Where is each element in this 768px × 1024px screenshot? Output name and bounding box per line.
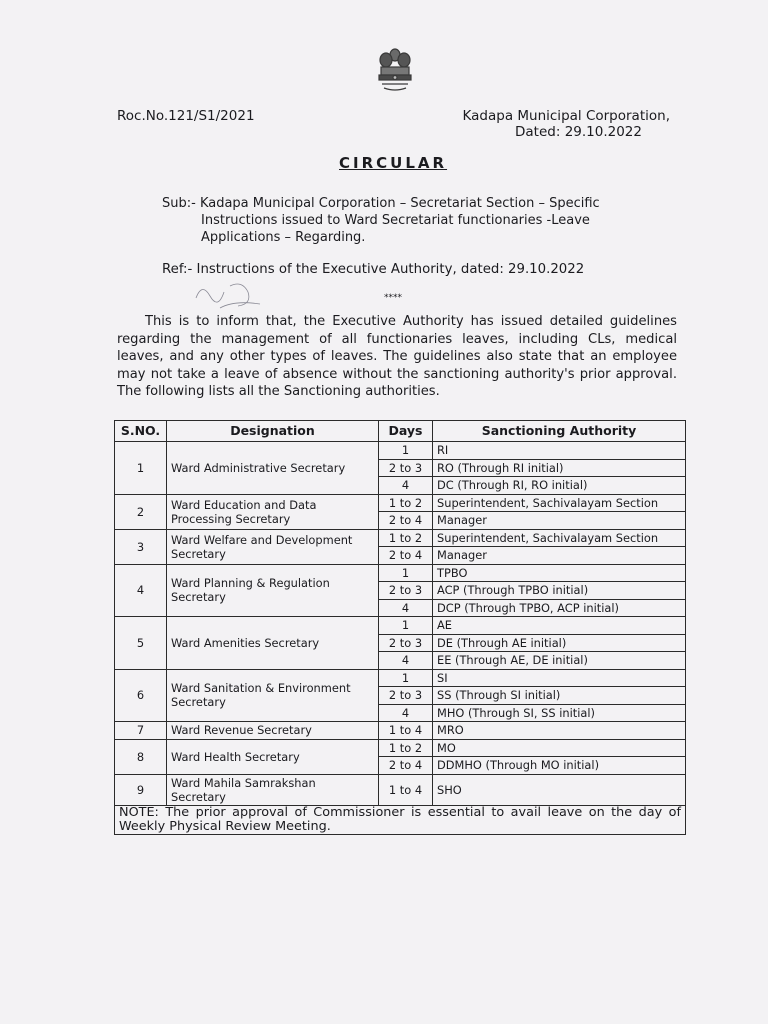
days-cell: 2 to 4 — [379, 757, 433, 775]
sanctioning-authority-table — [114, 420, 686, 835]
sno-cell: 9 — [115, 774, 167, 805]
authority-cell: TPBO — [433, 564, 686, 582]
paragraph-line: may not take a leave of absence without the sanctioning authority's prior approval. — [117, 366, 677, 382]
table-row — [115, 617, 686, 635]
authority-cell: AE — [433, 617, 686, 635]
authority-cell: Manager — [433, 512, 686, 530]
designation-cell: Ward Administrative Secretary — [167, 442, 379, 495]
authority-cell: ACP (Through TPBO initial) — [433, 582, 686, 600]
days-cell: 2 to 3 — [379, 634, 433, 652]
designation-cell: Ward Sanitation & Environment Secretary — [167, 669, 379, 722]
days-cell: 1 — [379, 442, 433, 460]
table-row — [115, 739, 686, 757]
note-cell — [115, 805, 686, 834]
days-cell: 2 to 3 — [379, 459, 433, 477]
authority-cell: Manager — [433, 547, 686, 565]
designation-cell: Ward Revenue Secretary — [167, 722, 379, 740]
designation-cell: Ward Education and Data Processing Secretary — [167, 494, 379, 529]
table-row — [115, 442, 686, 460]
days-cell: 1 to 4 — [379, 774, 433, 805]
authority-cell: SI — [433, 669, 686, 687]
sno-cell: 3 — [115, 529, 167, 564]
authority-cell: EE (Through AE, DE initial) — [433, 652, 686, 670]
paragraph-line: leaves, and any other types of leaves. The guidelines also state that an employee — [117, 349, 677, 365]
authority-cell: DCP (Through TPBO, ACP initial) — [433, 599, 686, 617]
designation-cell: Ward Mahila Samrakshan Secretary — [167, 774, 379, 805]
state-emblem-icon — [374, 46, 416, 96]
subject-line: Instructions issued to Ward Secretariat functionaries -Leave — [201, 213, 590, 228]
note-line: NOTE: The prior approval of Commissioner is essential to avail leave on the day of — [119, 804, 681, 820]
days-cell: 1 to 2 — [379, 739, 433, 757]
days-cell: 2 to 3 — [379, 687, 433, 705]
days-cell: 4 — [379, 652, 433, 670]
authority-cell: MO — [433, 739, 686, 757]
table-row — [115, 722, 686, 740]
table-row — [115, 669, 686, 687]
sno-cell: 2 — [115, 494, 167, 529]
table-row — [115, 529, 686, 547]
subject-line: Applications – Regarding. — [201, 230, 366, 245]
authority-cell: Superintendent, Sachivalayam Section — [433, 529, 686, 547]
days-cell: 1 to 2 — [379, 494, 433, 512]
authority-cell: Superintendent, Sachivalayam Section — [433, 494, 686, 512]
authority-cell: SS (Through SI initial) — [433, 687, 686, 705]
reference-line: Ref:- Instructions of the Executive Authority, dated: 29.10.2022 — [162, 262, 585, 277]
table-row — [115, 494, 686, 512]
authority-cell: RI — [433, 442, 686, 460]
sno-cell: 6 — [115, 669, 167, 722]
designation-cell: Ward Health Secretary — [167, 739, 379, 774]
sno-cell: 4 — [115, 564, 167, 617]
days-cell: 4 — [379, 477, 433, 495]
days-cell: 2 to 4 — [379, 512, 433, 530]
body-paragraph — [117, 313, 677, 401]
sno-cell: 5 — [115, 617, 167, 670]
days-cell: 1 to 4 — [379, 722, 433, 740]
paragraph-line: This is to inform that, the Executive Authority has issued detailed guidelines — [145, 314, 677, 329]
paragraph-line: The following lists all the Sanctioning authorities. — [117, 384, 440, 400]
days-cell: 4 — [379, 599, 433, 617]
days-cell: 2 to 4 — [379, 547, 433, 565]
document-title: CIRCULAR — [339, 154, 448, 172]
reference-number: Roc.No.121/S1/2021 — [117, 108, 255, 124]
days-cell: 1 — [379, 669, 433, 687]
days-cell: 2 to 3 — [379, 582, 433, 600]
authority-cell: MRO — [433, 722, 686, 740]
column-header-designation: Designation — [167, 421, 379, 442]
authority-cell: SHO — [433, 774, 686, 805]
subject-line: Sub:- Kadapa Municipal Corporation – Secretariat Section – Specific — [162, 196, 600, 211]
designation-cell: Ward Planning & Regulation Secretary — [167, 564, 379, 617]
days-cell: 4 — [379, 704, 433, 722]
table-row — [115, 774, 686, 805]
separator: **** — [384, 293, 402, 303]
authority-cell: DE (Through AE initial) — [433, 634, 686, 652]
corporation-name: Kadapa Municipal Corporation, — [462, 108, 670, 124]
sno-cell: 1 — [115, 442, 167, 495]
table-header-row — [115, 421, 686, 442]
initials-scribble-icon — [190, 278, 270, 312]
authority-cell: DDMHO (Through MO initial) — [433, 757, 686, 775]
sno-cell: 8 — [115, 739, 167, 774]
designation-cell: Ward Welfare and Development Secretary — [167, 529, 379, 564]
sno-cell: 7 — [115, 722, 167, 740]
note-row — [115, 805, 686, 834]
days-cell: 1 to 2 — [379, 529, 433, 547]
days-cell: 1 — [379, 617, 433, 635]
column-header-days: Days — [379, 421, 433, 442]
column-header-authority: Sanctioning Authority — [433, 421, 686, 442]
authority-cell: DC (Through RI, RO initial) — [433, 477, 686, 495]
note-line: Weekly Physical Review Meeting. — [119, 818, 331, 834]
column-header-sno: S.NO. — [115, 421, 167, 442]
days-cell: 1 — [379, 564, 433, 582]
paragraph-line: regarding the management of all functionaries leaves, including CLs, medical — [117, 331, 677, 347]
table-row — [115, 564, 686, 582]
authority-cell: MHO (Through SI, SS initial) — [433, 704, 686, 722]
designation-cell: Ward Amenities Secretary — [167, 617, 379, 670]
authority-cell: RO (Through RI initial) — [433, 459, 686, 477]
issue-date: Dated: 29.10.2022 — [515, 124, 642, 140]
